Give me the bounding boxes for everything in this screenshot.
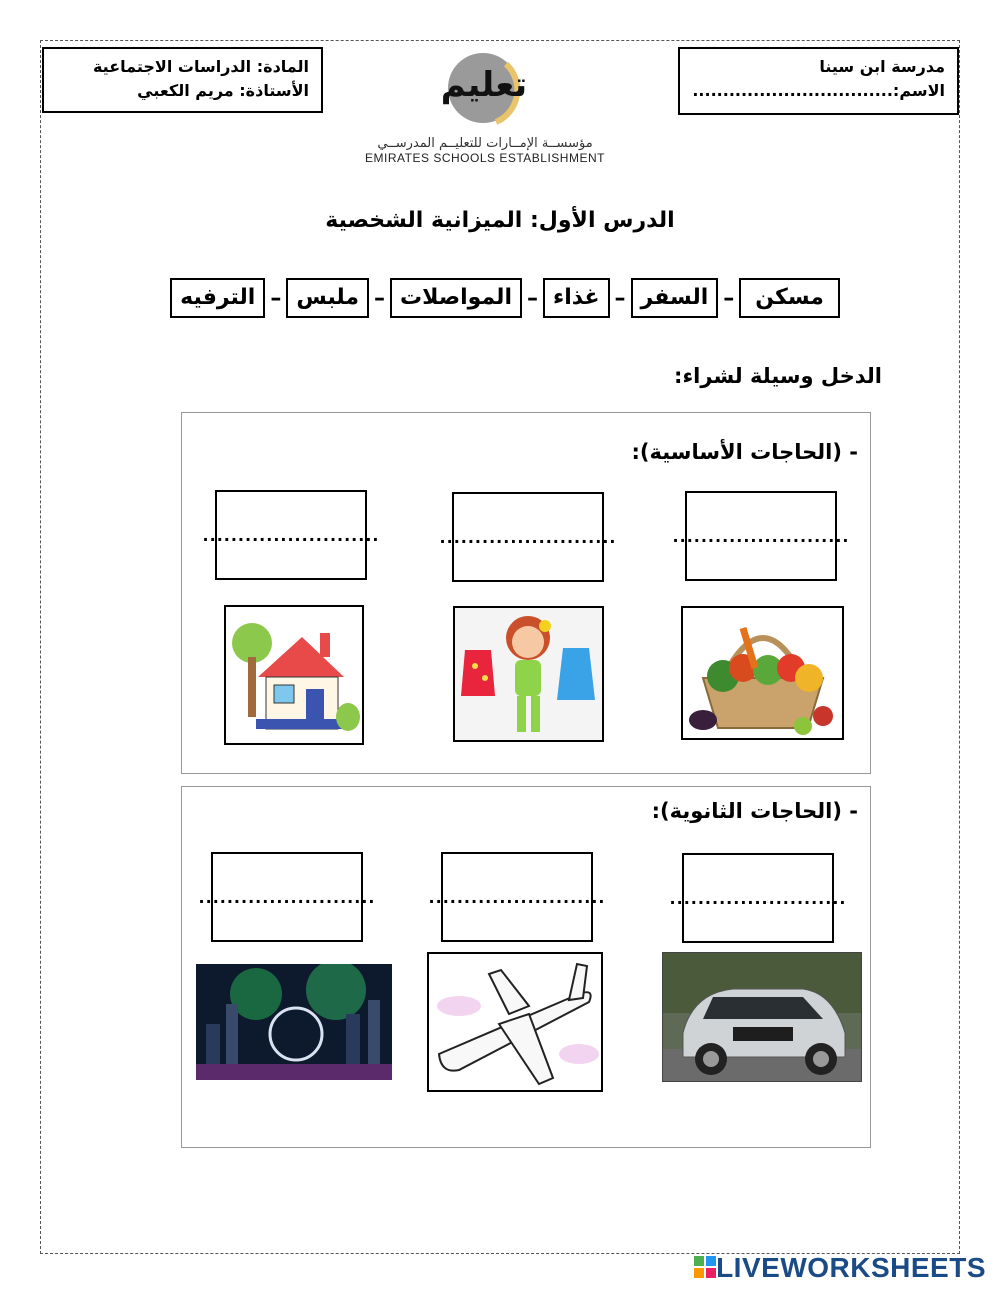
lesson-title: الدرس الأول: الميزانية الشخصية xyxy=(325,208,675,233)
car-image xyxy=(662,952,862,1082)
word-food[interactable]: غذاء xyxy=(543,278,610,318)
teacher-label: الأستاذة: مريم الكعبي xyxy=(137,81,309,100)
basic-answer-box-2[interactable]: ......................... xyxy=(452,492,604,582)
word-bank: مسكن – السفر – غذاء – المواصلات – ملبس – الترفيه xyxy=(195,278,815,318)
logo-mark-icon xyxy=(356,44,614,132)
secondary-answer-box-3[interactable]: ......................... xyxy=(211,852,363,942)
house-icon xyxy=(226,607,362,743)
basic-answer-box-3[interactable]: ......................... xyxy=(215,490,367,580)
basic-needs-heading: - (الحاجات الأساسية): xyxy=(631,440,858,464)
ministry-logo xyxy=(356,44,614,168)
subject-info-box xyxy=(42,47,323,113)
student-name-field[interactable]: الاسم:................................. xyxy=(692,81,945,100)
word-housing[interactable]: مسكن xyxy=(739,278,840,318)
secondary-needs-heading: - (الحاجات الثانوية): xyxy=(651,799,858,823)
word-entertainment[interactable]: الترفيه xyxy=(170,278,265,318)
airplane-icon xyxy=(429,954,601,1090)
svg-text:تعليم: تعليم xyxy=(440,65,528,105)
subject-label: المادة: الدراسات الاجتماعية xyxy=(92,57,309,76)
logo-arabic-text: مؤسســة الإمــارات للتعليــم المدرســي xyxy=(377,136,593,151)
footer-brand-text: LIVEWORKSHEETS xyxy=(716,1252,986,1283)
airplane-image xyxy=(427,952,603,1092)
income-heading: الدخل وسيلة لشراء: xyxy=(674,364,882,388)
fireworks-city-icon xyxy=(196,964,392,1080)
car-icon xyxy=(663,953,861,1081)
logo-english-text: EMIRATES SCHOOLS ESTABLISHMENT xyxy=(365,151,605,165)
school-info-box xyxy=(678,47,959,115)
vegetables-image xyxy=(681,606,844,740)
word-travel[interactable]: السفر xyxy=(631,278,719,318)
house-image xyxy=(224,605,364,745)
school-name: مدرسة ابن سينا xyxy=(819,57,945,76)
secondary-answer-box-1[interactable]: ......................... xyxy=(682,853,834,943)
word-clothing[interactable]: ملبس xyxy=(286,278,369,318)
girl-with-clothes-icon xyxy=(455,608,602,740)
clothing-image xyxy=(453,606,604,742)
fireworks-image xyxy=(196,964,392,1080)
secondary-answer-box-2[interactable]: ......................... xyxy=(441,852,593,942)
liveworksheets-brand xyxy=(694,1252,986,1284)
basic-answer-box-1[interactable]: ......................... xyxy=(685,491,837,581)
word-transport[interactable]: المواصلات xyxy=(390,278,522,318)
vegetable-basket-icon xyxy=(683,608,842,738)
liveworksheets-logo-icon xyxy=(694,1256,716,1280)
